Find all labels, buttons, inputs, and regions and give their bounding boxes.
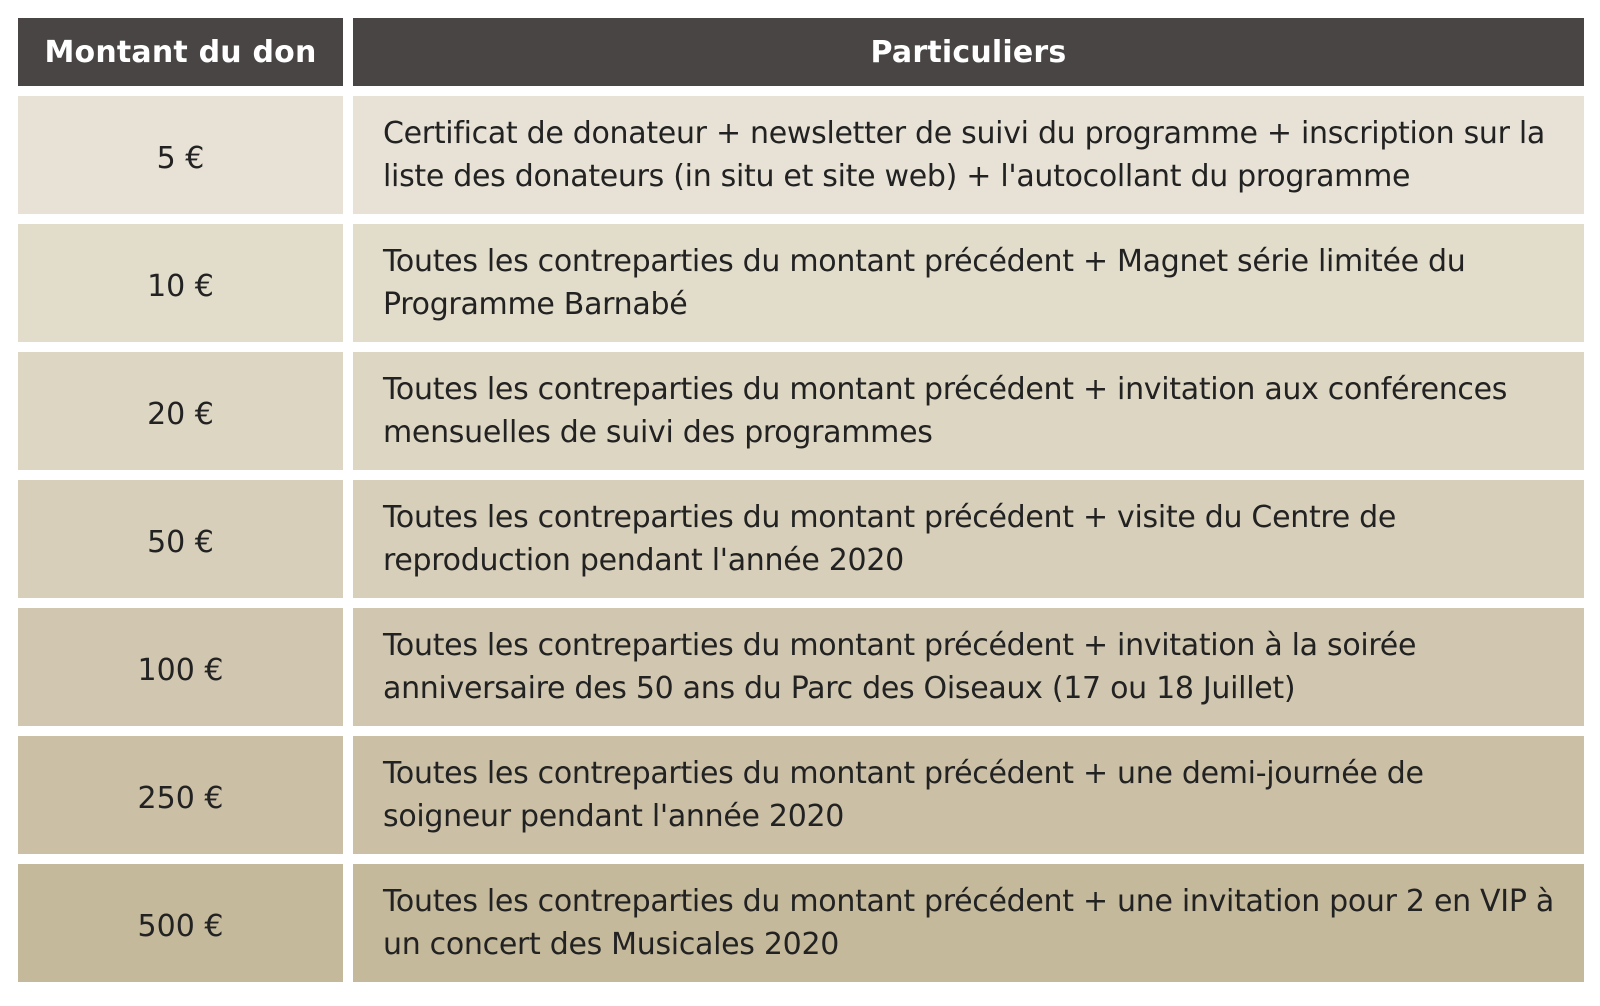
table-row <box>18 864 1584 982</box>
amount-cell: 250 € <box>18 736 343 854</box>
amount-cell: 10 € <box>18 224 343 342</box>
header-description: Particuliers <box>353 18 1584 86</box>
table-header-row <box>18 18 1584 86</box>
description-cell: Toutes les contreparties du montant précédent + une invitation pour 2 en VIP à un concert des Musicales 2020 <box>353 864 1584 982</box>
table-row <box>18 608 1584 726</box>
amount-cell: 100 € <box>18 608 343 726</box>
description-cell: Toutes les contreparties du montant précédent + Magnet série limitée du Programme Barnabé <box>353 224 1584 342</box>
amount-cell: 50 € <box>18 480 343 598</box>
table-row <box>18 352 1584 470</box>
header-amount: Montant du don <box>18 18 343 86</box>
donation-table <box>18 18 1584 992</box>
description-cell: Toutes les contreparties du montant précédent + invitation à la soirée anniversaire des 50 ans du Parc des Oiseaux (17 ou 18 Juillet) <box>353 608 1584 726</box>
table-row <box>18 224 1584 342</box>
amount-cell: 5 € <box>18 96 343 214</box>
amount-cell: 20 € <box>18 352 343 470</box>
description-cell: Certificat de donateur + newsletter de suivi du programme + inscription sur la liste des donateurs (in situ et site web) + l'autocollant du programme <box>353 96 1584 214</box>
table-row <box>18 736 1584 854</box>
table-row <box>18 480 1584 598</box>
table-row <box>18 96 1584 214</box>
amount-cell: 500 € <box>18 864 343 982</box>
description-cell: Toutes les contreparties du montant précédent + une demi-journée de soigneur pendant l'année 2020 <box>353 736 1584 854</box>
description-cell: Toutes les contreparties du montant précédent + visite du Centre de reproduction pendant l'année 2020 <box>353 480 1584 598</box>
description-cell: Toutes les contreparties du montant précédent + invitation aux conférences mensuelles de suivi des programmes <box>353 352 1584 470</box>
